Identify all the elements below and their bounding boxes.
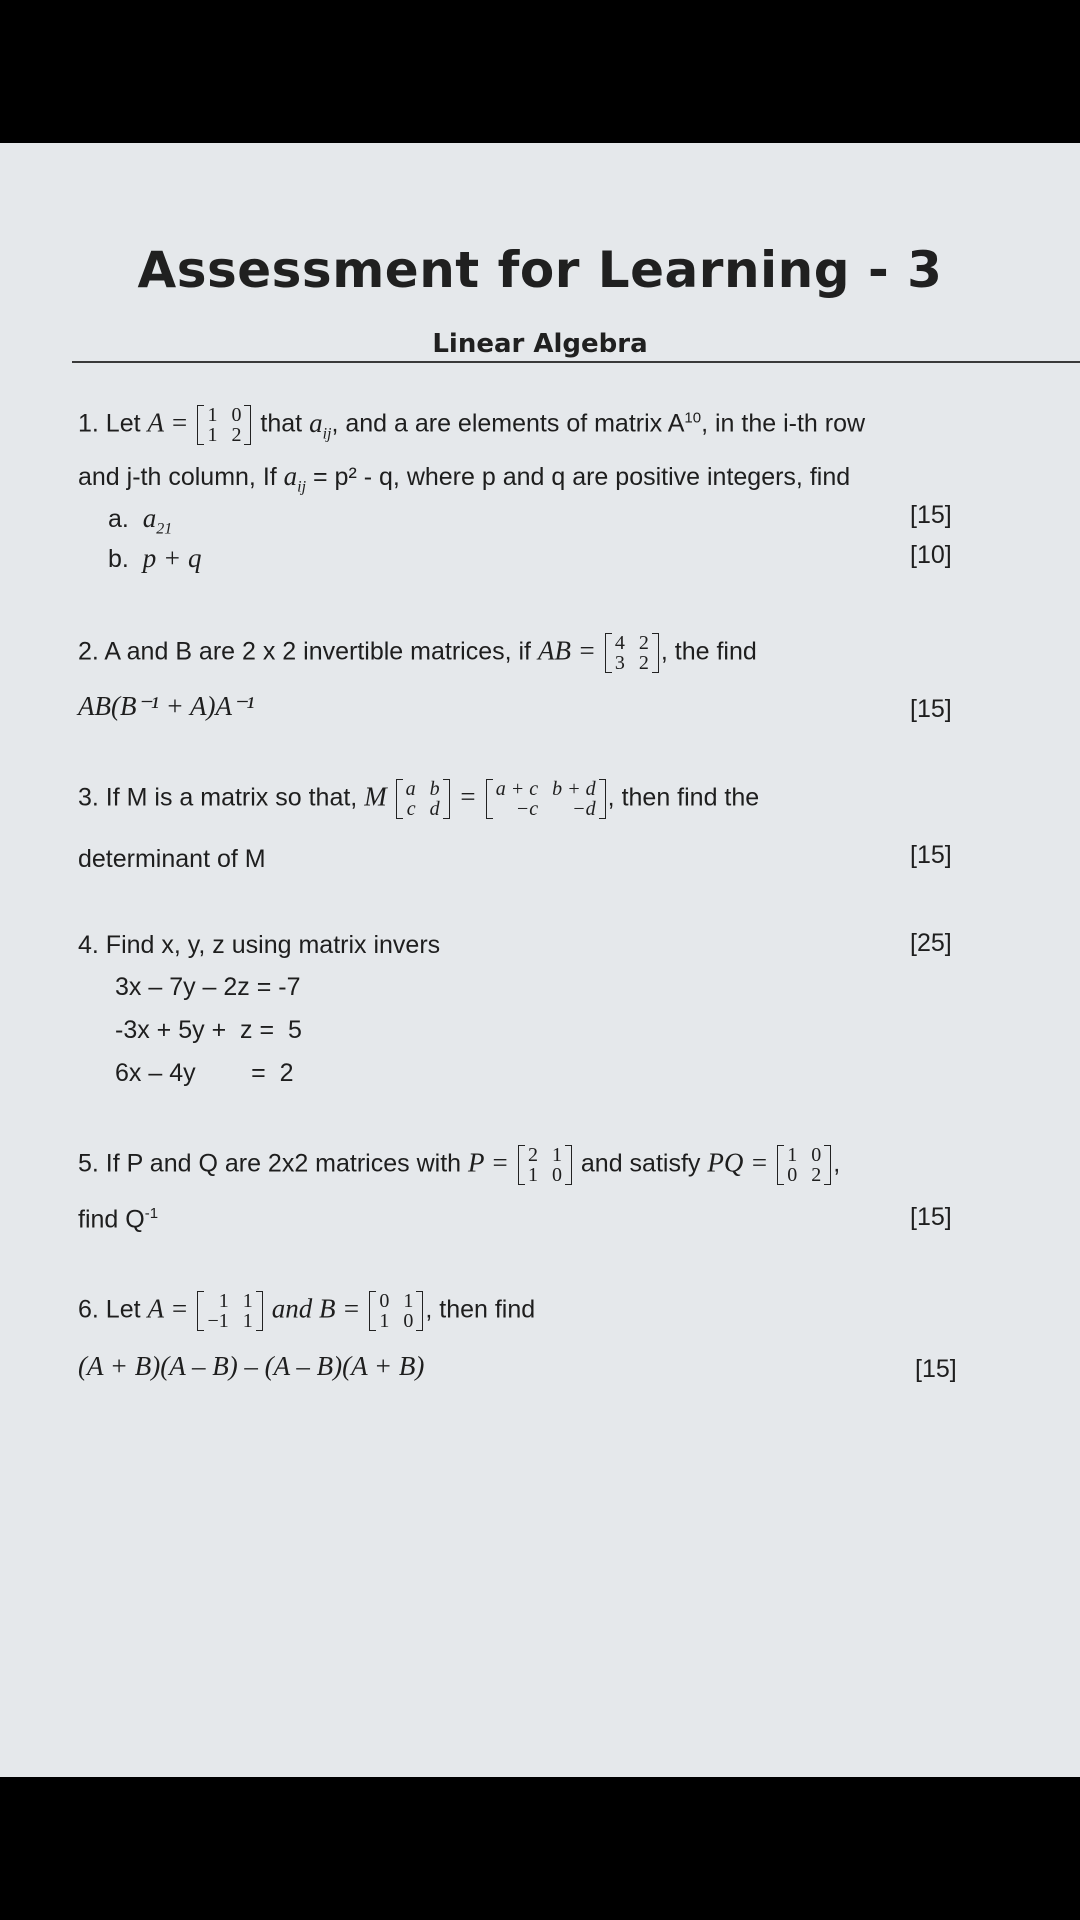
matrix-cell: 1 [242, 1310, 253, 1332]
q6-points: [15] [915, 1355, 957, 1383]
matrix-cell: 1 [527, 1164, 538, 1186]
q1-text: that [260, 409, 303, 438]
q1-text3: , in the i-th row [701, 409, 866, 438]
q5-line2-exp: -1 [144, 1205, 159, 1222]
q2-line2 [78, 691, 254, 722]
matrix-cell: a [405, 778, 416, 800]
q6-prefix: 6. Let [78, 1295, 141, 1324]
part-expr: a [142, 503, 157, 533]
page-title: Assessment for Learning - 3 [137, 241, 943, 299]
q2-var: AB = [537, 635, 596, 666]
q1-line2-rest: where p and q are positive integers, find [406, 463, 851, 491]
q1-prefix: 1. Let [78, 409, 141, 438]
part-label: b. [108, 545, 129, 573]
q1-line2-text: and j-th column, If [78, 463, 277, 491]
q2-prefix: 2. A and B are 2 x 2 invertible matrices, if [78, 637, 532, 666]
matrix-cell: 1 [242, 1290, 253, 1312]
header-divider [72, 361, 1080, 363]
q6-var1: A = [147, 1293, 189, 1324]
matrix-cell: 0 [231, 404, 242, 426]
q6-matrix1 [197, 1291, 262, 1331]
q1-aij-sub: ij [297, 478, 307, 496]
q3-equals: = [458, 781, 477, 812]
q1-matrix [197, 405, 251, 445]
matrix-cell: 0 [811, 1144, 822, 1166]
q5-suffix: , [833, 1149, 841, 1178]
matrix-cell: 0 [379, 1290, 390, 1312]
q5-line2 [78, 1205, 158, 1234]
q3-matrix2 [486, 779, 606, 819]
q6-line1 [78, 1291, 535, 1331]
q3-prefix: 3. If M is a matrix so that, [78, 783, 358, 812]
matrix-cell: 3 [614, 652, 625, 674]
matrix-cell: 1 [403, 1290, 414, 1312]
q1-aij: a [309, 407, 323, 438]
matrix-cell: a + c [495, 778, 539, 800]
matrix-cell: 4 [614, 632, 625, 654]
q5-matrix2 [777, 1145, 831, 1185]
matrix-cell: 2 [231, 424, 242, 446]
matrix-cell: −d [572, 798, 596, 820]
q4-equation-1: 3x – 7y – 2z = -7 [115, 973, 301, 1001]
matrix-cell: 0 [403, 1310, 414, 1332]
matrix-cell: 1 [207, 424, 218, 446]
part-expr-sub: 21 [156, 520, 173, 538]
q5-line1 [78, 1145, 840, 1185]
q5-prefix: 5. If P and Q are 2x2 matrices with [78, 1149, 462, 1178]
q1-line2-eq: = p² - q, [313, 463, 400, 491]
matrix-cell: 1 [551, 1144, 562, 1166]
matrix-cell: 0 [551, 1164, 562, 1186]
matrix-cell: 1 [379, 1310, 390, 1332]
part-label: a. [108, 505, 129, 533]
matrix-cell: 2 [638, 632, 649, 654]
q4-line1: 4. Find x, y, z using matrix invers [78, 931, 441, 959]
q5-matrix1 [518, 1145, 572, 1185]
matrix-cell: b [429, 778, 440, 800]
matrix-cell: 1 [218, 1290, 229, 1312]
q2-expression: AB(B⁻¹ + A)A⁻¹ [78, 691, 255, 721]
q1-a-points: [15] [910, 501, 952, 529]
matrix-cell: d [429, 798, 440, 820]
q2-matrix [605, 633, 659, 673]
q5-var1: P = [468, 1147, 509, 1178]
q1-var: A = [147, 407, 189, 438]
page-subtitle: Linear Algebra [432, 329, 648, 359]
q1-line1 [78, 405, 865, 445]
matrix-cell: −1 [207, 1310, 229, 1332]
q1-exponent: 10 [684, 409, 702, 427]
matrix-cell: 2 [527, 1144, 538, 1166]
q4-points: [25] [910, 929, 952, 957]
part-expr: p + q [142, 543, 202, 573]
q5-line2-text: find Q [78, 1205, 145, 1234]
q3-line1 [78, 779, 759, 819]
q1-part-a [108, 503, 172, 538]
matrix-cell: 2 [638, 652, 649, 674]
worksheet-page [0, 143, 1080, 1777]
q4-equation-3: 6x – 4y = 2 [115, 1059, 294, 1087]
q3-suffix: , then find the [607, 783, 760, 812]
q1-part-b [108, 543, 202, 574]
matrix-cell: c [406, 798, 416, 820]
q2-points: [15] [910, 695, 952, 723]
q6-suffix: , then find [425, 1295, 536, 1324]
q4-equation-2: -3x + 5y + z = 5 [115, 1016, 302, 1044]
q6-matrix2 [369, 1291, 423, 1331]
q5-points: [15] [910, 1203, 952, 1231]
q1-line2 [78, 461, 850, 496]
matrix-cell: 0 [787, 1164, 798, 1186]
q6-mid: and B = [271, 1293, 361, 1324]
q1-b-points: [10] [910, 541, 952, 569]
matrix-cell: −c [515, 798, 539, 820]
q3-matrix1 [396, 779, 450, 819]
q6-expression: (A + B)(A – B) – (A – B)(A + B) [78, 1351, 425, 1381]
matrix-cell: b + d [552, 778, 596, 800]
q3-points: [15] [910, 841, 952, 869]
q1-aij-sub: ij [322, 425, 332, 442]
matrix-cell: 1 [207, 404, 218, 426]
q2-suffix: , the find [660, 637, 757, 666]
q1-aij: a [283, 461, 298, 491]
q2-line1 [78, 633, 757, 673]
q5-var2: PQ = [707, 1147, 769, 1178]
q3-var: M [364, 781, 387, 812]
q5-mid: and satisfy [580, 1149, 701, 1178]
q6-line2 [78, 1351, 424, 1382]
matrix-cell: 1 [787, 1144, 798, 1166]
matrix-cell: 2 [811, 1164, 822, 1186]
q1-text2: , and a are elements of matrix A [331, 409, 685, 438]
q3-line2: determinant of M [78, 845, 266, 873]
